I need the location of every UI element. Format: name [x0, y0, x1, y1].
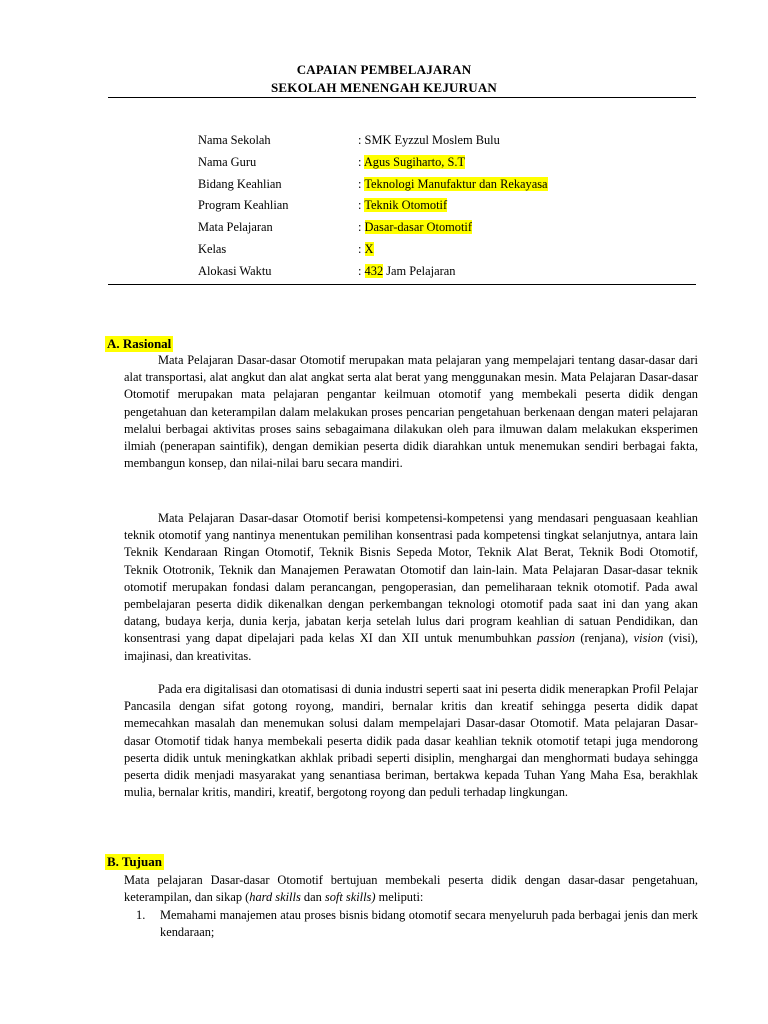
italic-term: soft skills)	[324, 890, 376, 905]
rasional-paragraph-3: Pada era digitalisasi dan otomatisasi di dunia industri seperti saat ini peserta didik menerapkan Profil Pelajar Pancasila dengan sifat gotong royong, mandiri, bernalar kritis dan kreatif sehingga peserta didik dapat memecahkan masalah dan menemukan solusi dalam mempelajari Dasar-dasar Otomotif. Mata pelajaran Dasar-dasar Otomotif tidak hanya membekali peserta didik pada dasar keahlian teknik otomotif tetapi juga mendorong peserta didik untuk meningkatkan akhlak pribadi seperti disiplin, menghargai dan menghormati budaya sehingga peserta didik menjadi masyarakat yang senantiasa beriman, bertakwa kepada Tuhan Yang Maha Esa, berakhlak mulia, bernalar kritis, mandiri, kreatif, bergotong royong dan peduli terhadap lingkungan.	[124, 682, 698, 800]
document-title-line-2: SEKOLAH MENENGAH KEJURUAN	[270, 80, 498, 95]
section-heading-tujuan: B. Tujuan	[107, 854, 162, 869]
tujuan-intro-paragraph	[124, 872, 698, 906]
paragraph-text: (renjana),	[574, 631, 634, 646]
list-item-text: Memahami manajemen atau proses bisnis bidang otomotif secara menyeluruh pada berbagai jenis dan merk kendaraan;	[160, 908, 698, 940]
info-label: Nama Sekolah	[198, 133, 271, 147]
info-value: : Teknologi Manufaktur dan Rekayasa	[358, 176, 548, 191]
section-heading-rasional: A. Rasional	[107, 336, 172, 351]
info-label: Alokasi Waktu	[198, 263, 272, 278]
info-value: : Dasar-dasar Otomotif	[358, 220, 472, 235]
info-value-text: Agus Sugiharto, S.T	[363, 154, 466, 169]
info-value-text: Teknologi Manufaktur dan Rekayasa	[364, 176, 548, 191]
info-value: : Teknik Otomotif	[358, 198, 448, 213]
info-value-text: 432	[364, 263, 384, 278]
paragraph-text: dan	[300, 890, 325, 905]
info-value-text: SMK Eyzzul Moslem Bulu	[364, 133, 500, 147]
info-label: Program Keahlian	[198, 198, 289, 213]
info-label: Kelas	[198, 241, 227, 256]
top-divider	[108, 97, 696, 98]
rasional-paragraph-1: Mata Pelajaran Dasar-dasar Otomotif merupakan mata pelajaran yang mempelajari tentang dasar-dasar dari alat transportasi, alat angkut dan alat angkat serta alat berat yang menggunakan mesin. Mata Pelajaran Dasar-dasar Otomotif merupakan mata pelajaran pengantar keilmuan otomotif yang membekali peserta didik dengan pengetahuan dan keterampilan dalam melakukan proses pencarian pengetahuan berkenaan dengan materi pelajaran melalui berbagai aktivitas proses sains sebagaimana dilakukan oleh para ilmuwan dalam melakukan eksperimen ilmiah (penerapan saintifik), dengan demikian peserta didik diarahkan untuk menemukan sendiri berbagai fakta, membangun konsep, dan nilai-nilai baru secara mandiri.	[124, 353, 698, 471]
tujuan-list	[136, 907, 698, 941]
italic-term: passion	[537, 631, 575, 646]
info-divider	[108, 284, 696, 285]
italic-term: hard skills	[249, 890, 301, 905]
paragraph-text: Mata pelajaran Dasar-dasar Otomotif bertujuan membekali peserta didik dengan dasar-dasar pengetahuan, keterampilan, dan sikap (	[124, 873, 698, 905]
info-label: Nama Guru	[198, 154, 257, 169]
list-item	[136, 907, 698, 941]
paragraph-text: meliputi:	[375, 890, 424, 905]
info-value: : SMK Eyzzul Moslem Bulu	[358, 133, 500, 147]
info-value: : 432 Jam Pelajaran	[358, 263, 456, 278]
info-value-text: X	[364, 241, 374, 256]
info-value: : Agus Sugiharto, S.T	[358, 154, 466, 169]
document-title-line-1: CAPAIAN PEMBELAJARAN	[296, 62, 472, 77]
list-item-number: 1.	[136, 908, 146, 922]
paragraph-text: (visi), imajinasi, dan kreativitas.	[124, 631, 698, 663]
info-value: : X	[358, 241, 374, 256]
info-value-suffix: Jam Pelajaran	[383, 263, 456, 278]
italic-term: vision	[633, 631, 664, 646]
info-label: Bidang Keahlian	[198, 176, 282, 191]
rasional-paragraph-2	[124, 510, 698, 665]
info-value-text: Teknik Otomotif	[364, 198, 448, 213]
info-label: Mata Pelajaran	[198, 220, 273, 235]
info-value-text: Dasar-dasar Otomotif	[364, 220, 472, 235]
paragraph-text: Mata Pelajaran Dasar-dasar Otomotif berisi kompetensi-kompetensi yang mendasari penguasaan keahlian teknik otomotif yang nantinya menentukan pemilihan konsentrasi pada kompetensi tingkat selanjutnya, antara lain Teknik Kendaraan Ringan Otomotif, Teknik Bisnis Sepeda Motor, Teknik Alat Berat, Teknik Bodi Otomotif, Teknik Ototronik, Teknik dan Manajemen Perawatan Otomotif dan lain-lain. Mata Pelajaran Dasar-dasar teknik otomotif merupakan fondasi dalam perancangan, pengoperasian, dan pemeliharaan teknik otomotif. Pada awal pembelajaran peserta didik dikenalkan dengan perkembangan teknologi otomotif pada saat ini dan yang akan datang, budaya kerja, dunia kerja, jabatan kerja setelah lulus dari program keahlian di satuan Pendidikan, dan konsentrasi yang dapat dipelajari pada kelas XI dan XII untuk menumbuhkan	[124, 511, 698, 646]
